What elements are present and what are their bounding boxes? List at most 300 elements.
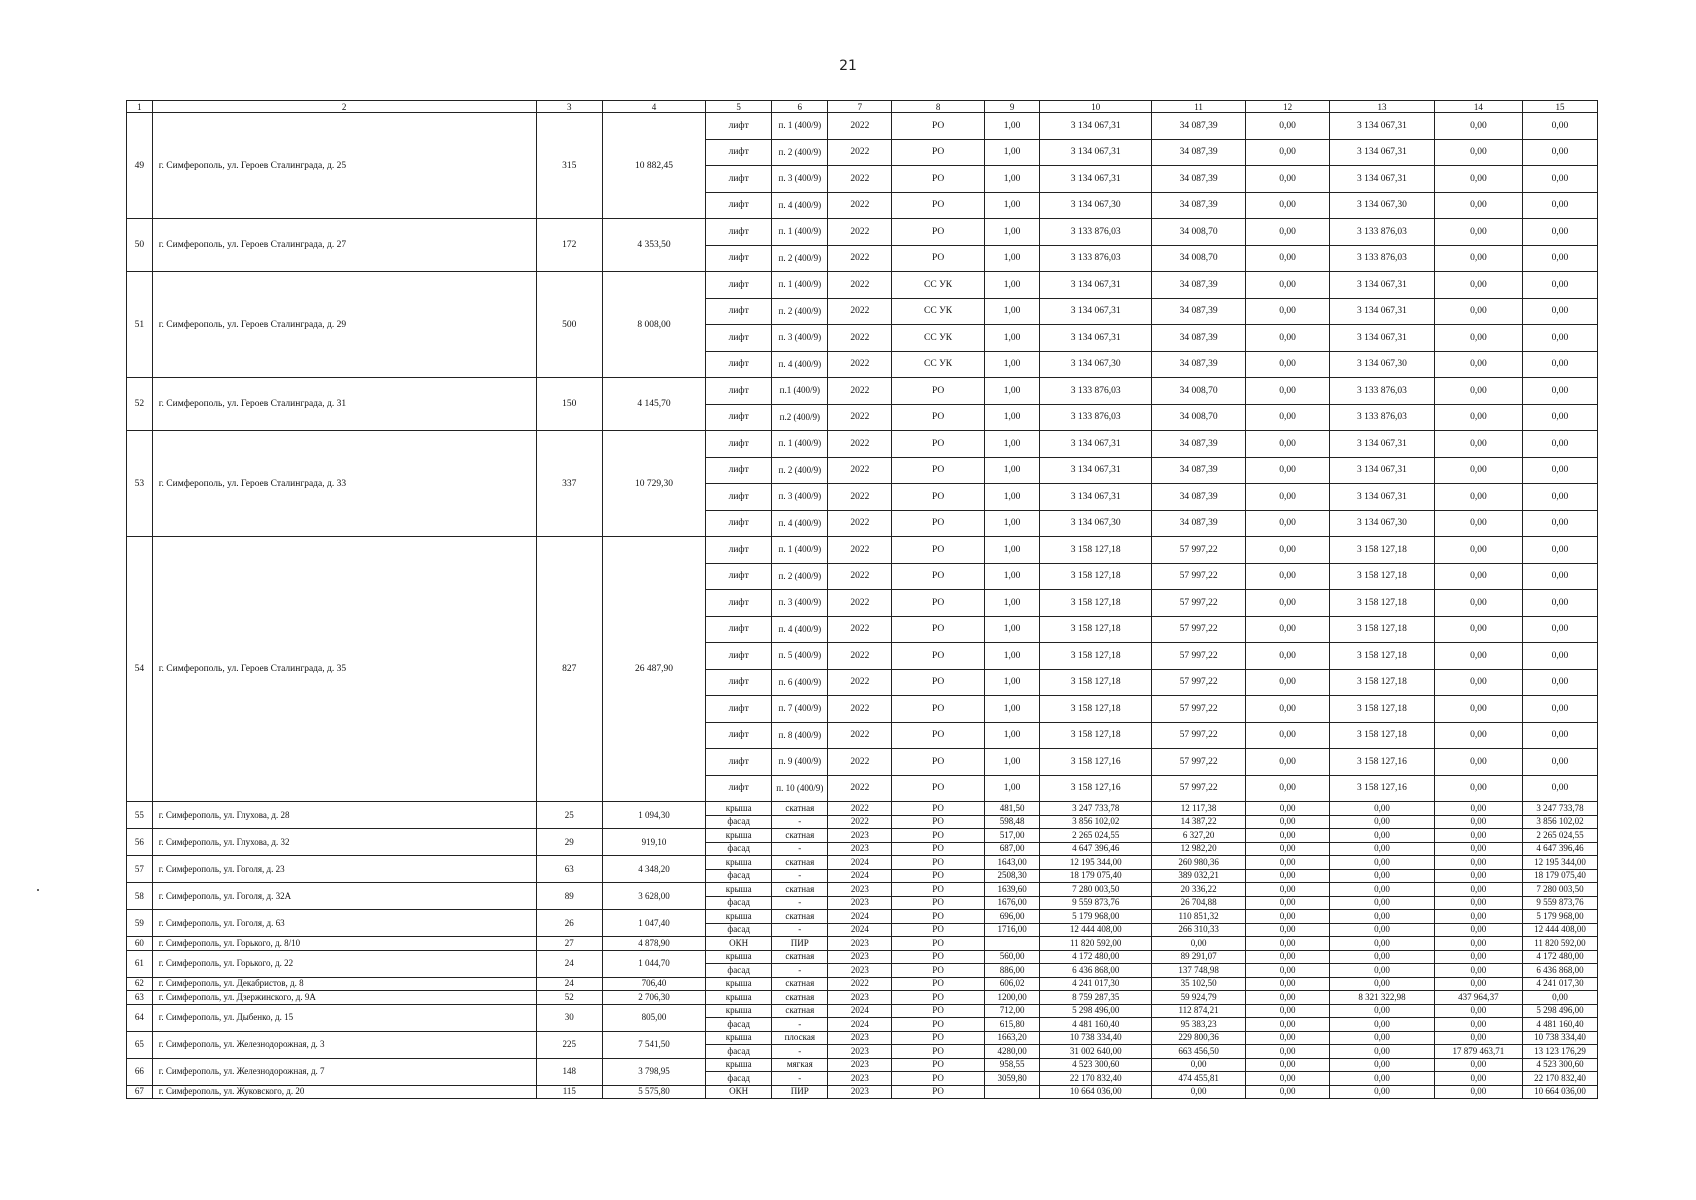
data-cell: 0,00 [1329,910,1434,924]
data-cell: 34 087,39 [1151,166,1245,193]
data-cell: лифт [705,325,771,352]
data-cell: 0,00 [1329,815,1434,829]
data-cell: 0,00 [1246,563,1330,590]
data-cell: 3 158 127,18 [1329,616,1434,643]
data-cell: 0,00 [1434,829,1522,843]
data-cell: 3 133 876,03 [1329,404,1434,431]
data-cell: 0,00 [1434,643,1522,670]
data-cell: РО [892,404,984,431]
data-cell: 4 523 300,60 [1040,1058,1152,1072]
data-cell: 12 195 344,00 [1040,856,1152,870]
data-cell: РО [892,219,984,246]
data-cell: 10 738 334,40 [1040,1031,1152,1045]
data-cell: 0,00 [1329,923,1434,937]
data-cell: 57 997,22 [1151,563,1245,590]
data-cell: скатная [772,977,828,991]
data-cell: 0,00 [1522,113,1597,140]
data-cell: фасад [705,923,771,937]
data-cell: ОКН [705,1085,771,1099]
column-header: 9 [984,101,1040,113]
data-cell: 3 134 067,31 [1329,431,1434,458]
data-cell: 3 134 067,31 [1040,113,1152,140]
data-cell: 4 241 017,30 [1040,977,1152,991]
data-cell: 3 134 067,31 [1329,113,1434,140]
data-cell: 0,00 [1151,1085,1245,1099]
data-cell: 2023 [828,1045,892,1059]
data-cell: 3 134 067,31 [1040,431,1152,458]
residents-cell: 315 [536,113,602,219]
data-cell: 0,00 [1434,722,1522,749]
data-cell: п. 8 (400/9) [772,722,828,749]
data-cell: 8 321 322,98 [1329,991,1434,1005]
residents-cell: 52 [536,991,602,1005]
data-cell: п. 2 (400/9) [772,245,828,272]
data-cell: 2022 [828,325,892,352]
data-cell: 17 879 463,71 [1434,1045,1522,1059]
data-cell: РО [892,869,984,883]
data-cell: п. 1 (400/9) [772,537,828,564]
data-cell: крыша [705,1058,771,1072]
data-cell: 3 134 067,31 [1040,166,1152,193]
data-cell: РО [892,643,984,670]
data-cell: 1676,00 [984,896,1040,910]
data-cell: 0,00 [1246,883,1330,897]
row-number: 64 [127,1004,153,1031]
data-cell: 10 738 334,40 [1522,1031,1597,1045]
row-number: 54 [127,537,153,802]
data-cell: 2022 [828,219,892,246]
data-cell: РО [892,457,984,484]
table-row [127,937,1598,951]
data-cell: 34 087,39 [1151,484,1245,511]
residents-cell: 115 [536,1085,602,1099]
data-cell: 0,00 [1434,431,1522,458]
data-cell: крыша [705,991,771,1005]
data-cell: 0,00 [1434,245,1522,272]
data-cell: 0,00 [1434,378,1522,405]
data-cell: 0,00 [1522,991,1597,1005]
data-cell: 57 997,22 [1151,696,1245,723]
data-cell: 1663,20 [984,1031,1040,1045]
data-cell: мягкая [772,1058,828,1072]
data-cell: 34 087,39 [1151,139,1245,166]
data-cell: 0,00 [1246,775,1330,802]
data-cell: 1,00 [984,563,1040,590]
data-cell: 3 134 067,31 [1040,272,1152,299]
area-cell: 919,10 [603,829,706,856]
data-cell: 3 133 876,03 [1040,378,1152,405]
data-cell: 22 170 832,40 [1522,1072,1597,1086]
data-cell: 34 087,39 [1151,272,1245,299]
data-cell: п. 3 (400/9) [772,325,828,352]
row-number: 49 [127,113,153,219]
data-cell: фасад [705,1045,771,1059]
data-cell: п. 1 (400/9) [772,113,828,140]
data-cell: 0,00 [1434,325,1522,352]
data-cell: 0,00 [1434,616,1522,643]
data-cell: лифт [705,616,771,643]
area-cell: 4 145,70 [603,378,706,431]
address-cell: г. Симферополь, ул. Железнодорожная, д. 3 [152,1031,536,1058]
data-cell: 2022 [828,722,892,749]
data-cell: 0,00 [1434,1058,1522,1072]
data-cell: 18 179 075,40 [1040,869,1152,883]
data-cell: РО [892,977,984,991]
data-cell: лифт [705,298,771,325]
data-cell: РО [892,590,984,617]
data-cell: скатная [772,950,828,964]
data-cell: ПИР [772,937,828,951]
table-row [127,219,1598,246]
data-cell: РО [892,883,984,897]
data-cell: 3 158 127,16 [1040,749,1152,776]
data-cell: 1,00 [984,219,1040,246]
data-cell: лифт [705,113,771,140]
data-cell: 1200,00 [984,991,1040,1005]
address-cell: г. Симферополь, ул. Гоголя, д. 23 [152,856,536,883]
address-cell: г. Симферополь, ул. Железнодорожная, д. 7 [152,1058,536,1085]
data-cell: скатная [772,856,828,870]
area-cell: 3 628,00 [603,883,706,910]
data-cell: 2022 [828,749,892,776]
data-cell: 3 134 067,31 [1329,272,1434,299]
data-cell: лифт [705,749,771,776]
column-header: 1 [127,101,153,113]
data-cell: 1,00 [984,325,1040,352]
data-cell: лифт [705,378,771,405]
data-cell: 3 158 127,18 [1040,696,1152,723]
data-cell: 3 134 067,30 [1329,510,1434,537]
data-cell: 1,00 [984,139,1040,166]
data-cell: РО [892,829,984,843]
table-row [127,991,1598,1005]
data-cell: 2024 [828,856,892,870]
data-cell: 0,00 [1246,722,1330,749]
table-row [127,1085,1598,1099]
data-cell: п. 2 (400/9) [772,457,828,484]
data-cell: - [772,815,828,829]
data-cell: 3 134 067,30 [1040,351,1152,378]
data-cell: 0,00 [1246,896,1330,910]
data-cell: 0,00 [1246,1072,1330,1086]
data-cell: 2022 [828,113,892,140]
data-cell: фасад [705,1018,771,1032]
data-cell: 1,00 [984,272,1040,299]
data-cell: 2023 [828,937,892,951]
data-cell: крыша [705,1031,771,1045]
data-cell: 0,00 [1246,351,1330,378]
address-cell: г. Симферополь, ул. Дзержинского, д. 9А [152,991,536,1005]
data-cell: 0,00 [1246,457,1330,484]
data-cell: 0,00 [1246,1045,1330,1059]
data-cell: 3 247 733,78 [1522,802,1597,816]
column-header: 12 [1246,101,1330,113]
data-cell: 2022 [828,457,892,484]
data-cell: - [772,896,828,910]
data-cell: лифт [705,139,771,166]
data-cell: - [772,869,828,883]
data-cell: РО [892,510,984,537]
data-cell: 3 158 127,18 [1329,643,1434,670]
data-cell: фасад [705,896,771,910]
data-cell: скатная [772,1004,828,1018]
data-cell: РО [892,1031,984,1045]
data-cell: 0,00 [1434,869,1522,883]
data-cell: 3 158 127,18 [1040,643,1152,670]
data-cell: 0,00 [1329,977,1434,991]
data-cell: 0,00 [1246,139,1330,166]
data-cell: 2022 [828,510,892,537]
data-cell: 2022 [828,775,892,802]
data-cell: 0,00 [1246,815,1330,829]
residents-cell: 30 [536,1004,602,1031]
data-cell: 3 158 127,18 [1329,696,1434,723]
data-cell: лифт [705,563,771,590]
data-cell: п. 2 (400/9) [772,298,828,325]
table-row [127,950,1598,964]
data-cell: 3 158 127,18 [1040,563,1152,590]
data-cell: РО [892,950,984,964]
data-cell: 0,00 [1522,351,1597,378]
data-cell: 2022 [828,431,892,458]
data-cell: 57 997,22 [1151,722,1245,749]
data-cell: 1,00 [984,351,1040,378]
data-cell: ОКН [705,937,771,951]
row-number: 61 [127,950,153,977]
area-cell: 1 044,70 [603,950,706,977]
data-cell: лифт [705,510,771,537]
data-cell: 4 481 160,40 [1040,1018,1152,1032]
data-cell: 3 158 127,18 [1329,722,1434,749]
data-cell: 0,00 [1522,431,1597,458]
data-cell: 2022 [828,192,892,219]
area-cell: 10 729,30 [603,431,706,537]
data-cell: 0,00 [1522,272,1597,299]
data-cell: 3 158 127,18 [1040,722,1152,749]
data-cell: 1,00 [984,775,1040,802]
area-cell: 8 008,00 [603,272,706,378]
data-cell: 10 664 036,00 [1040,1085,1152,1099]
data-cell: 3 134 067,31 [1329,139,1434,166]
data-cell: 517,00 [984,829,1040,843]
table-row [127,977,1598,991]
data-cell: скатная [772,991,828,1005]
data-cell: 2022 [828,351,892,378]
data-cell: 0,00 [1246,842,1330,856]
data-cell: 1,00 [984,749,1040,776]
data-cell: 0,00 [1329,856,1434,870]
data-cell: 0,00 [1522,563,1597,590]
residents-cell: 25 [536,802,602,829]
data-cell: 0,00 [1329,1018,1434,1032]
data-cell: 1,00 [984,510,1040,537]
data-cell: 2022 [828,139,892,166]
data-cell: 0,00 [1246,950,1330,964]
table-row [127,431,1598,458]
area-cell: 5 575,80 [603,1085,706,1099]
data-cell: РО [892,696,984,723]
data-cell: 9 559 873,76 [1522,896,1597,910]
data-cell: 0,00 [1246,856,1330,870]
address-cell: г. Симферополь, ул. Героев Сталинграда, д. 31 [152,378,536,431]
data-cell [984,1085,1040,1099]
data-cell: 0,00 [1522,696,1597,723]
data-cell: 11 820 592,00 [1040,937,1152,951]
data-cell: 3 133 876,03 [1329,219,1434,246]
data-cell: - [772,964,828,978]
data-cell: 4 172 480,00 [1040,950,1152,964]
data-cell: лифт [705,351,771,378]
row-number: 52 [127,378,153,431]
data-cell: 0,00 [1246,325,1330,352]
data-cell: лифт [705,537,771,564]
data-cell: 3 134 067,31 [1040,484,1152,511]
row-number: 66 [127,1058,153,1085]
data-cell: 0,00 [1434,950,1522,964]
table-row [127,829,1598,843]
data-cell: 0,00 [1246,669,1330,696]
row-number: 62 [127,977,153,991]
data-cell: 0,00 [1246,510,1330,537]
data-cell: РО [892,802,984,816]
data-cell: 0,00 [1246,977,1330,991]
data-cell: 1,00 [984,113,1040,140]
residents-cell: 172 [536,219,602,272]
data-cell: 3 134 067,31 [1329,457,1434,484]
data-cell: п. 1 (400/9) [772,219,828,246]
data-cell: РО [892,910,984,924]
data-cell: РО [892,815,984,829]
data-cell: фасад [705,1072,771,1086]
table-row [127,113,1598,140]
data-cell: п.2 (400/9) [772,404,828,431]
data-cell: РО [892,937,984,951]
data-cell: 0,00 [1522,457,1597,484]
table-row [127,537,1598,564]
data-cell: 0,00 [1434,1072,1522,1086]
data-cell: 0,00 [1434,1031,1522,1045]
data-cell: 110 851,32 [1151,910,1245,924]
data-cell: 0,00 [1246,643,1330,670]
data-cell: п. 3 (400/9) [772,484,828,511]
data-cell: 2022 [828,245,892,272]
data-cell: 0,00 [1329,896,1434,910]
data-cell: скатная [772,802,828,816]
column-header: 7 [828,101,892,113]
column-header: 5 [705,101,771,113]
data-cell: РО [892,431,984,458]
data-cell: 3 247 733,78 [1040,802,1152,816]
data-cell: 2023 [828,829,892,843]
data-cell: 2023 [828,1072,892,1086]
data-cell: 59 924,79 [1151,991,1245,1005]
table-row [127,1004,1598,1018]
data-cell: 3059,80 [984,1072,1040,1086]
data-cell: 560,00 [984,950,1040,964]
data-cell: 0,00 [1434,775,1522,802]
data-cell: 1,00 [984,192,1040,219]
data-cell: 4 481 160,40 [1522,1018,1597,1032]
data-cell: 2022 [828,563,892,590]
data-cell: 12 195 344,00 [1522,856,1597,870]
data-cell: 2 265 024,55 [1522,829,1597,843]
data-cell: РО [892,1004,984,1018]
data-cell: 6 436 868,00 [1040,964,1152,978]
data-cell: лифт [705,643,771,670]
data-cell: лифт [705,166,771,193]
data-cell: 0,00 [1329,1031,1434,1045]
data-cell: 0,00 [1246,166,1330,193]
row-number: 59 [127,910,153,937]
data-cell: 0,00 [1434,113,1522,140]
data-cell: п. 1 (400/9) [772,431,828,458]
data-cell: 57 997,22 [1151,775,1245,802]
data-cell: РО [892,484,984,511]
data-cell: 57 997,22 [1151,537,1245,564]
data-cell: 34 087,39 [1151,431,1245,458]
data-cell: - [772,923,828,937]
data-cell: 57 997,22 [1151,669,1245,696]
data-cell: 0,00 [1246,1031,1330,1045]
data-cell: 1,00 [984,298,1040,325]
data-cell: 3 134 067,30 [1329,351,1434,378]
address-cell: г. Симферополь, ул. Героев Сталинграда, д. 25 [152,113,536,219]
table-row [127,1031,1598,1045]
data-cell: 260 980,36 [1151,856,1245,870]
data-cell: СС УК [892,298,984,325]
data-cell: крыша [705,883,771,897]
data-cell: 1,00 [984,616,1040,643]
data-cell: 7 280 003,50 [1040,883,1152,897]
data-cell: 0,00 [1329,964,1434,978]
data-cell: лифт [705,484,771,511]
data-cell: РО [892,245,984,272]
address-cell: г. Симферополь, ул. Гоголя, д. 32А [152,883,536,910]
data-cell: 0,00 [1522,219,1597,246]
data-cell: 0,00 [1246,537,1330,564]
data-cell: 2023 [828,950,892,964]
row-number: 60 [127,937,153,951]
data-cell: 0,00 [1246,192,1330,219]
data-cell: лифт [705,272,771,299]
data-cell: 1,00 [984,590,1040,617]
data-cell: 687,00 [984,842,1040,856]
data-cell: крыша [705,977,771,991]
data-cell: 6 436 868,00 [1522,964,1597,978]
data-cell: 437 964,37 [1434,991,1522,1005]
data-cell: РО [892,563,984,590]
data-cell: РО [892,1018,984,1032]
data-cell: 4 647 396,46 [1040,842,1152,856]
data-cell: РО [892,166,984,193]
data-cell: 0,00 [1522,510,1597,537]
data-cell: 0,00 [1434,856,1522,870]
data-cell: 0,00 [1434,510,1522,537]
data-cell: 1,00 [984,457,1040,484]
column-header: 3 [536,101,602,113]
data-cell: 2024 [828,1018,892,1032]
data-cell: п. 3 (400/9) [772,590,828,617]
row-number: 56 [127,829,153,856]
data-cell: 0,00 [1434,896,1522,910]
data-cell: 0,00 [1151,937,1245,951]
address-cell: г. Симферополь, ул. Горького, д. 8/10 [152,937,536,951]
data-cell: 0,00 [1246,1004,1330,1018]
data-cell: 3 134 067,31 [1040,298,1152,325]
data-cell: 606,02 [984,977,1040,991]
data-cell: 0,00 [1434,298,1522,325]
residents-cell: 827 [536,537,602,802]
